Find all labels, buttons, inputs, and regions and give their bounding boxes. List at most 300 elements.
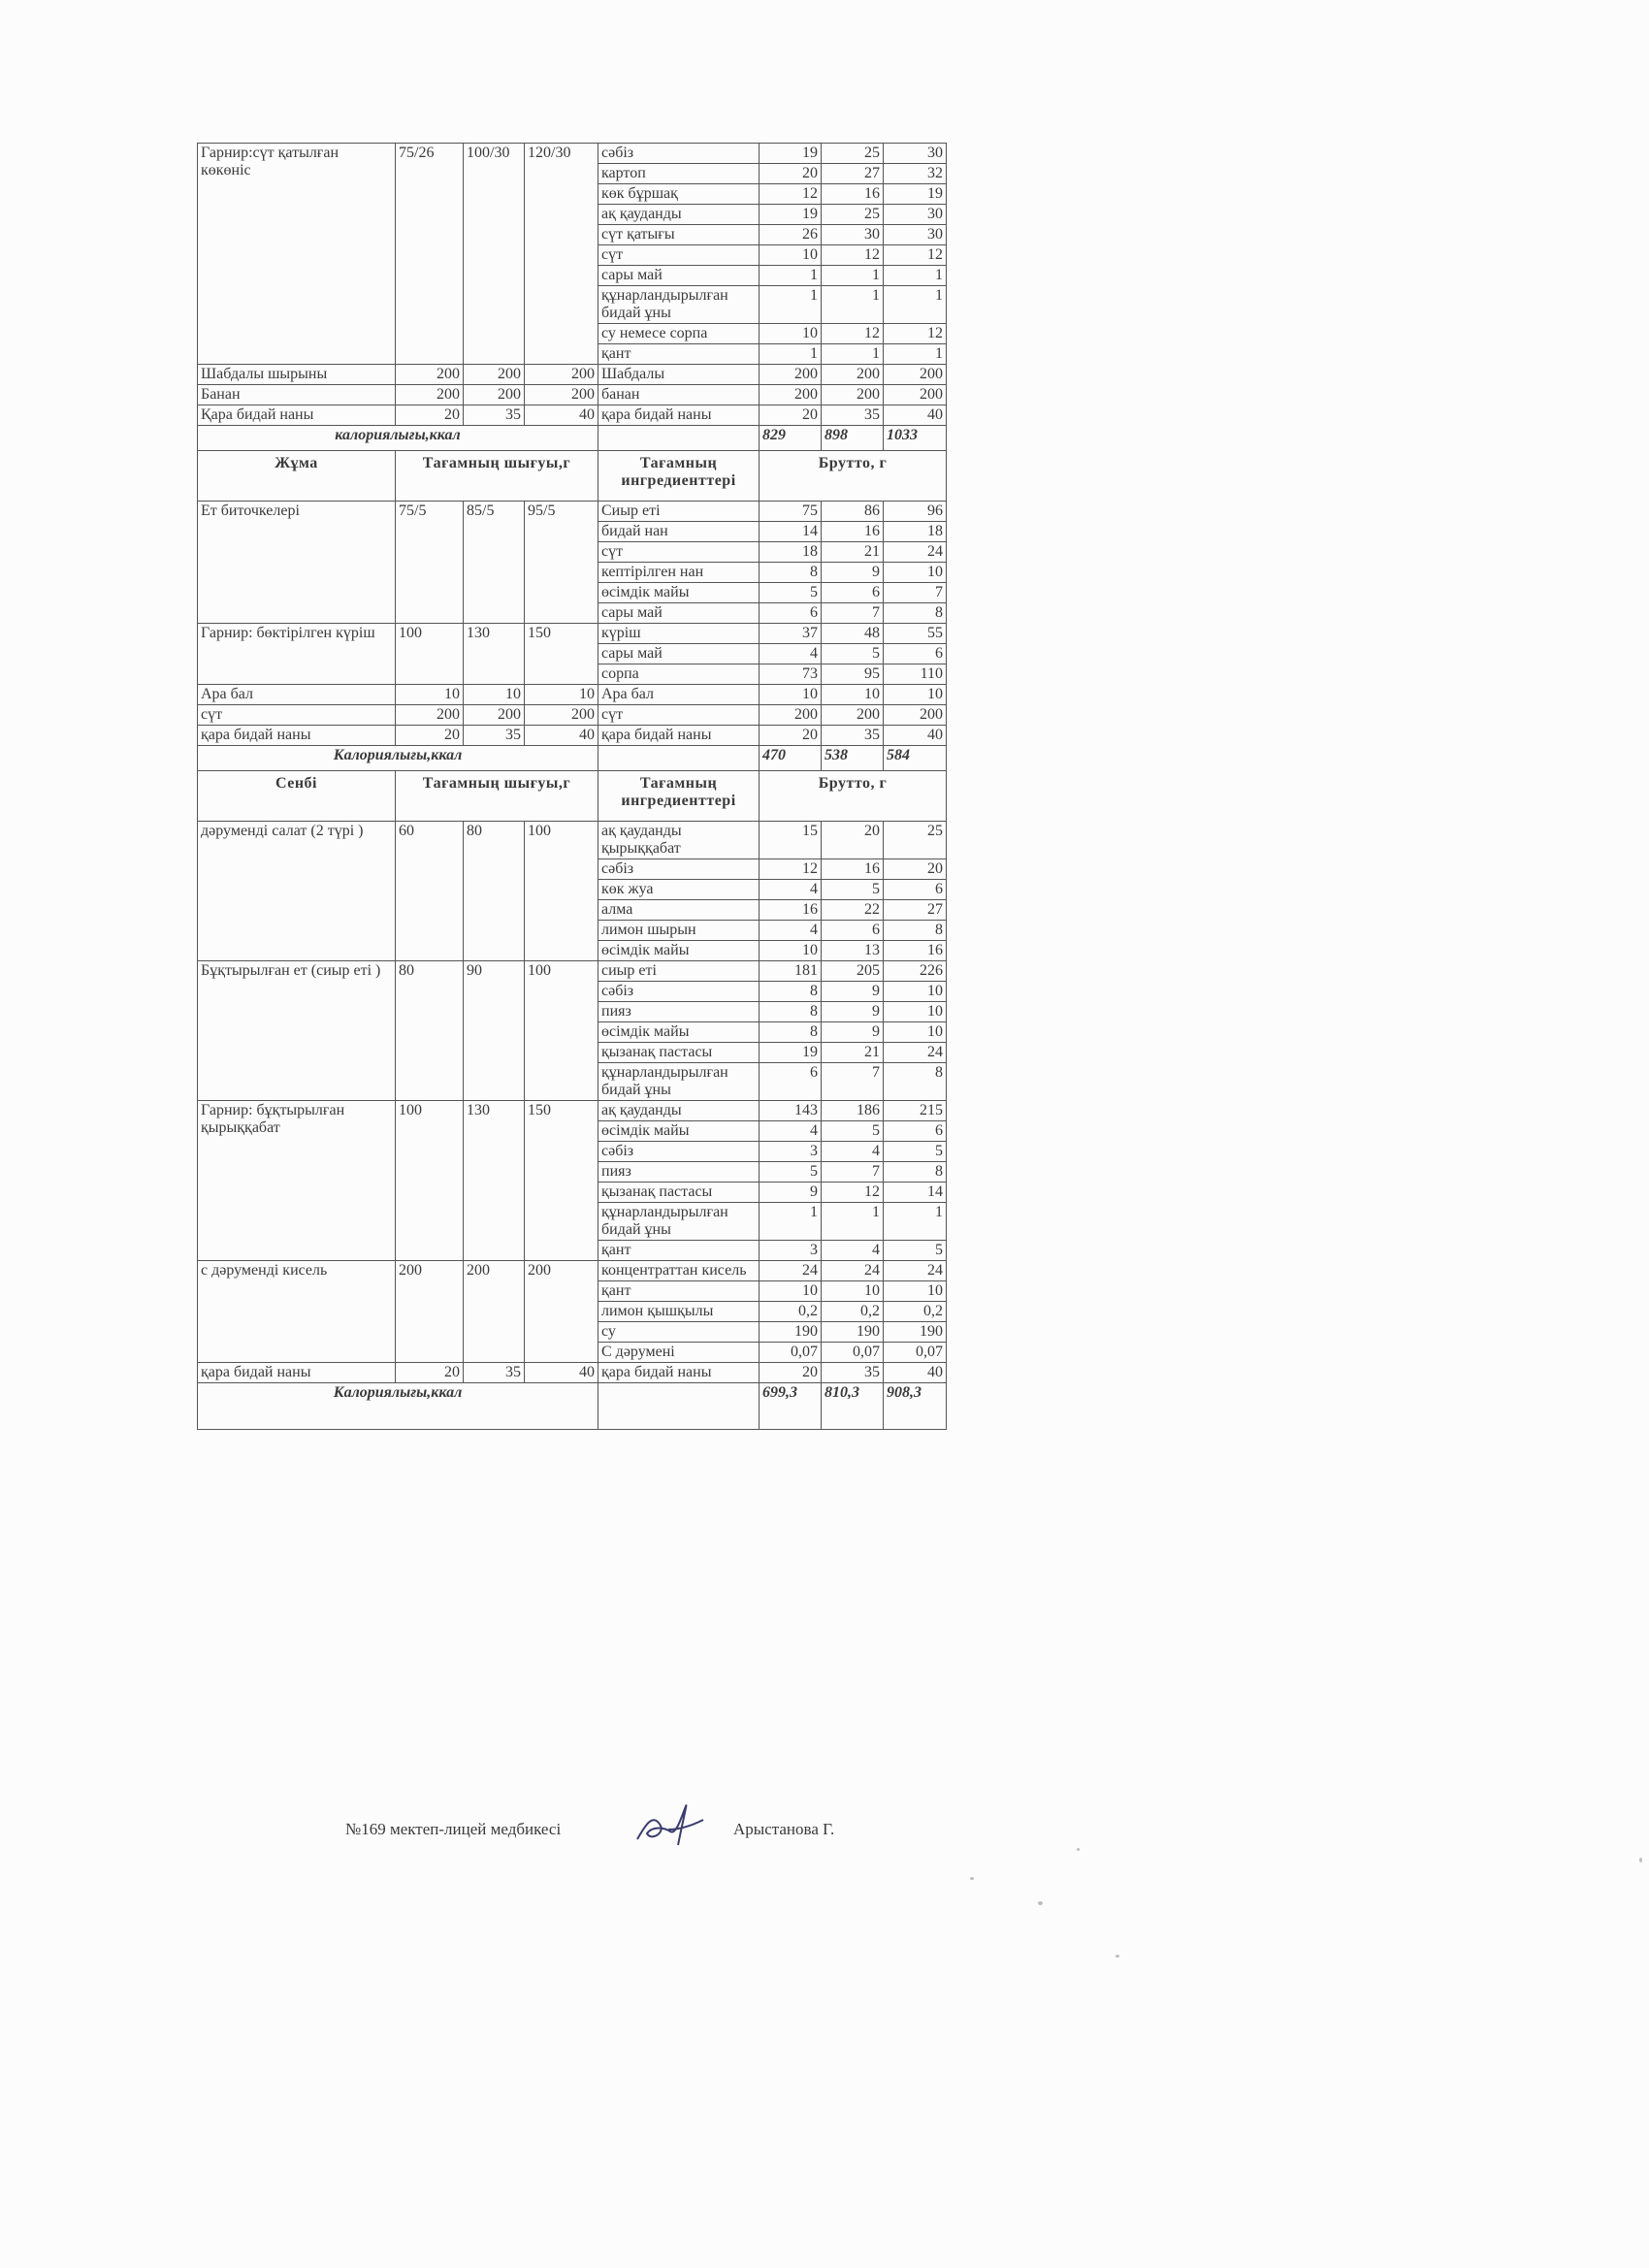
calorie-value: 829 xyxy=(760,426,822,451)
dish-portion: 40 xyxy=(525,405,598,426)
menu-table xyxy=(197,143,947,1430)
brutto-value: 20 xyxy=(760,164,822,184)
ingredient-name: сәбіз xyxy=(598,859,760,880)
ingredient-name: өсімдік майы xyxy=(598,1121,760,1142)
brutto-value: 10 xyxy=(760,1281,822,1302)
ingredient-name: күріш xyxy=(598,624,760,644)
calorie-value: 699,3 xyxy=(760,1383,822,1430)
ingredient-row xyxy=(198,726,947,746)
dish-name: Шабдалы шырыны xyxy=(198,365,396,385)
nurse-position: №169 мектеп-лицей медбикесі xyxy=(345,1820,562,1838)
ingredient-name: өсімдік майы xyxy=(598,1022,760,1043)
brutto-value: 7 xyxy=(822,1162,884,1183)
brutto-value: 200 xyxy=(760,365,822,385)
brutto-value: 5 xyxy=(822,880,884,900)
ingredient-name: сәбіз xyxy=(598,144,760,164)
brutto-value: 5 xyxy=(822,644,884,664)
brutto-value: 37 xyxy=(760,624,822,644)
dish-portion: 130 xyxy=(464,624,525,685)
brutto-value: 110 xyxy=(884,664,947,685)
brutto-value: 1 xyxy=(884,1203,947,1241)
dish-portion: 150 xyxy=(525,624,598,685)
ingredient-name: өсімдік майы xyxy=(598,583,760,603)
brutto-value: 10 xyxy=(884,685,947,705)
dish-portion: 200 xyxy=(396,365,464,385)
brutto-value: 10 xyxy=(884,563,947,583)
ingredient-name: қызанақ пастасы xyxy=(598,1043,760,1063)
ingredient-name: құнарландырылған бидай ұны xyxy=(598,1063,760,1101)
dish-portion: 200 xyxy=(464,1261,525,1363)
calorie-value: 810,3 xyxy=(822,1383,884,1430)
dish-portion: 80 xyxy=(396,961,464,1101)
ingredient-name: қара бидай наны xyxy=(598,726,760,746)
dish-name: Гарнир:сүт қатылған көкөніс xyxy=(198,144,396,365)
brutto-value: 5 xyxy=(822,1121,884,1142)
nurse-name: Арыстанова Г. xyxy=(733,1820,835,1838)
dish-portion: 20 xyxy=(396,405,464,426)
ingredient-name: бидай нан xyxy=(598,522,760,542)
dish-portion: 35 xyxy=(464,405,525,426)
brutto-value: 1 xyxy=(760,266,822,286)
brutto-value: 200 xyxy=(884,705,947,726)
brutto-value: 1 xyxy=(884,344,947,365)
brutto-value: 4 xyxy=(760,644,822,664)
ingredient-name: С дәрумені xyxy=(598,1343,760,1363)
brutto-value: 16 xyxy=(884,941,947,961)
brutto-value: 7 xyxy=(822,1063,884,1101)
brutto-value: 7 xyxy=(884,583,947,603)
ingredient-name: сүт xyxy=(598,705,760,726)
brutto-value: 200 xyxy=(760,705,822,726)
brutto-value: 4 xyxy=(760,921,822,941)
brutto-value: 75 xyxy=(760,502,822,522)
brutto-value: 27 xyxy=(884,900,947,921)
calorie-value: 538 xyxy=(822,746,884,771)
day-header-row xyxy=(198,451,947,502)
ingredients-header: Тағамның ингредиенттері xyxy=(598,451,760,502)
brutto-value: 4 xyxy=(822,1142,884,1162)
dish-portion: 200 xyxy=(464,705,525,726)
brutto-value: 10 xyxy=(884,1281,947,1302)
menu-table-sheet xyxy=(197,143,946,1430)
brutto-value: 0,07 xyxy=(884,1343,947,1363)
brutto-value: 14 xyxy=(760,522,822,542)
brutto-value: 20 xyxy=(760,405,822,426)
ingredient-name: су немесе сорпа xyxy=(598,324,760,344)
brutto-value: 190 xyxy=(884,1322,947,1343)
dish-portion: 35 xyxy=(464,1363,525,1383)
brutto-value: 6 xyxy=(884,880,947,900)
calorie-value: 1033 xyxy=(884,426,947,451)
portion-header: Тағамның шығуы,г xyxy=(396,771,598,822)
brutto-value: 20 xyxy=(884,859,947,880)
dish-portion: 95/5 xyxy=(525,502,598,624)
dish-name: с дәруменді кисель xyxy=(198,1261,396,1363)
dish-name: Гарнир: бұқтырылған қырыққабат xyxy=(198,1101,396,1261)
dish-portion: 40 xyxy=(525,1363,598,1383)
brutto-value: 0,2 xyxy=(760,1302,822,1322)
brutto-value: 16 xyxy=(822,522,884,542)
ingredient-name: қант xyxy=(598,1281,760,1302)
brutto-value: 30 xyxy=(822,225,884,245)
brutto-value: 12 xyxy=(822,245,884,266)
ingredient-name: сары май xyxy=(598,603,760,624)
calorie-label: калориялығы,ккал xyxy=(198,426,598,451)
portion-header: Тағамның шығуы,г xyxy=(396,451,598,502)
brutto-value: 12 xyxy=(884,245,947,266)
dish-portion: 130 xyxy=(464,1101,525,1261)
brutto-value: 30 xyxy=(884,205,947,225)
brutto-value: 10 xyxy=(760,941,822,961)
brutto-value: 24 xyxy=(760,1261,822,1281)
brutto-value: 205 xyxy=(822,961,884,982)
brutto-value: 143 xyxy=(760,1101,822,1121)
ingredient-name: кептірілген нан xyxy=(598,563,760,583)
ingredient-name: қара бидай наны xyxy=(598,405,760,426)
brutto-value: 1 xyxy=(884,286,947,324)
ingredient-name: сәбіз xyxy=(598,982,760,1002)
calorie-label: Калориялығы,ккал xyxy=(198,1383,598,1430)
brutto-value: 4 xyxy=(760,880,822,900)
ingredient-name: ақ қауданды xyxy=(598,205,760,225)
ingredient-row xyxy=(198,502,947,522)
dish-name: Бұқтырылған ет (сиыр еті ) xyxy=(198,961,396,1101)
ingredient-row xyxy=(198,961,947,982)
brutto-value: 1 xyxy=(822,286,884,324)
calorie-spacer xyxy=(598,426,760,451)
brutto-value: 8 xyxy=(760,1022,822,1043)
brutto-value: 10 xyxy=(822,1281,884,1302)
dish-portion: 100 xyxy=(525,961,598,1101)
handwritten-signature xyxy=(631,1797,709,1855)
calorie-row xyxy=(198,1383,947,1430)
brutto-value: 27 xyxy=(822,164,884,184)
brutto-value: 6 xyxy=(760,1063,822,1101)
brutto-value: 5 xyxy=(884,1241,947,1261)
brutto-value: 16 xyxy=(760,900,822,921)
dish-name: Ет биточкелері xyxy=(198,502,396,624)
brutto-value: 8 xyxy=(884,1162,947,1183)
dish-portion: 200 xyxy=(396,705,464,726)
dish-portion: 90 xyxy=(464,961,525,1101)
ingredient-name: көк жуа xyxy=(598,880,760,900)
brutto-value: 5 xyxy=(760,1162,822,1183)
brutto-value: 25 xyxy=(884,822,947,859)
brutto-value: 226 xyxy=(884,961,947,982)
brutto-value: 6 xyxy=(884,1121,947,1142)
ingredient-name: лимон қышқылы xyxy=(598,1302,760,1322)
brutto-value: 0,2 xyxy=(884,1302,947,1322)
ingredient-name: сүт қатығы xyxy=(598,225,760,245)
brutto-value: 1 xyxy=(760,344,822,365)
dish-name: Банан xyxy=(198,385,396,405)
brutto-value: 35 xyxy=(822,726,884,746)
brutto-value: 3 xyxy=(760,1241,822,1261)
brutto-value: 4 xyxy=(822,1241,884,1261)
dish-name: дәруменді салат (2 түрі ) xyxy=(198,822,396,961)
brutto-value: 35 xyxy=(822,1363,884,1383)
dish-portion: 35 xyxy=(464,726,525,746)
brutto-value: 16 xyxy=(822,859,884,880)
brutto-value: 200 xyxy=(822,365,884,385)
ingredient-row xyxy=(198,405,947,426)
ingredient-row xyxy=(198,705,947,726)
dish-portion: 40 xyxy=(525,726,598,746)
brutto-value: 21 xyxy=(822,1043,884,1063)
ingredient-name: банан xyxy=(598,385,760,405)
brutto-value: 30 xyxy=(884,225,947,245)
calorie-value: 908,3 xyxy=(884,1383,947,1430)
brutto-value: 8 xyxy=(884,921,947,941)
ingredient-row xyxy=(198,144,947,164)
brutto-value: 21 xyxy=(822,542,884,563)
brutto-value: 15 xyxy=(760,822,822,859)
dish-portion: 80 xyxy=(464,822,525,961)
dish-portion: 200 xyxy=(396,385,464,405)
ingredient-name: пияз xyxy=(598,1002,760,1022)
brutto-value: 3 xyxy=(760,1142,822,1162)
brutto-value: 30 xyxy=(884,144,947,164)
dish-portion: 120/30 xyxy=(525,144,598,365)
brutto-value: 190 xyxy=(822,1322,884,1343)
brutto-value: 6 xyxy=(884,644,947,664)
brutto-value: 18 xyxy=(760,542,822,563)
dish-portion: 75/26 xyxy=(396,144,464,365)
brutto-value: 10 xyxy=(884,982,947,1002)
ingredient-name: қант xyxy=(598,344,760,365)
brutto-value: 19 xyxy=(884,184,947,205)
ingredient-row xyxy=(198,385,947,405)
ingredient-name: Ара бал xyxy=(598,685,760,705)
brutto-value: 9 xyxy=(822,563,884,583)
brutto-value: 9 xyxy=(822,982,884,1002)
brutto-value: 32 xyxy=(884,164,947,184)
brutto-value: 9 xyxy=(822,1022,884,1043)
brutto-value: 14 xyxy=(884,1183,947,1203)
ingredient-name: қара бидай наны xyxy=(598,1363,760,1383)
ingredient-row xyxy=(198,822,947,859)
ingredient-row xyxy=(198,685,947,705)
ingredient-name: құнарландырылған бидай ұны xyxy=(598,286,760,324)
brutto-value: 20 xyxy=(760,1363,822,1383)
ingredient-name: сүт xyxy=(598,245,760,266)
calorie-value: 470 xyxy=(760,746,822,771)
ingredient-name: сары май xyxy=(598,266,760,286)
brutto-value: 35 xyxy=(822,405,884,426)
brutto-value: 12 xyxy=(822,1183,884,1203)
brutto-value: 25 xyxy=(822,144,884,164)
calorie-row xyxy=(198,426,947,451)
ingredient-name: ақ қауданды қырыққабат xyxy=(598,822,760,859)
brutto-value: 1 xyxy=(760,1203,822,1241)
dish-portion: 75/5 xyxy=(396,502,464,624)
brutto-value: 26 xyxy=(760,225,822,245)
brutto-value: 24 xyxy=(884,1043,947,1063)
brutto-value: 200 xyxy=(884,365,947,385)
brutto-value: 10 xyxy=(760,324,822,344)
ingredient-row xyxy=(198,1261,947,1281)
brutto-value: 5 xyxy=(884,1142,947,1162)
brutto-value: 5 xyxy=(760,583,822,603)
brutto-value: 73 xyxy=(760,664,822,685)
ingredient-name: концентраттан кисель xyxy=(598,1261,760,1281)
brutto-value: 9 xyxy=(822,1002,884,1022)
brutto-value: 10 xyxy=(760,245,822,266)
ingredient-name: Сиыр еті xyxy=(598,502,760,522)
brutto-value: 1 xyxy=(822,266,884,286)
brutto-value: 10 xyxy=(760,685,822,705)
brutto-value: 181 xyxy=(760,961,822,982)
day-name: Жұма xyxy=(198,451,396,502)
ingredient-name: алма xyxy=(598,900,760,921)
brutto-value: 24 xyxy=(822,1261,884,1281)
ingredients-header: Тағамның ингредиенттері xyxy=(598,771,760,822)
brutto-value: 200 xyxy=(760,385,822,405)
ingredient-row xyxy=(198,1101,947,1121)
brutto-value: 40 xyxy=(884,726,947,746)
day-name: Сенбі xyxy=(198,771,396,822)
brutto-value: 1 xyxy=(822,344,884,365)
brutto-value: 0,07 xyxy=(760,1343,822,1363)
dish-portion: 200 xyxy=(464,365,525,385)
brutto-value: 200 xyxy=(884,385,947,405)
brutto-value: 24 xyxy=(884,542,947,563)
dish-portion: 100 xyxy=(525,822,598,961)
brutto-value: 12 xyxy=(884,324,947,344)
ingredient-name: су xyxy=(598,1322,760,1343)
ingredient-name: картоп xyxy=(598,164,760,184)
brutto-value: 10 xyxy=(884,1002,947,1022)
brutto-value: 9 xyxy=(760,1183,822,1203)
dish-portion: 100/30 xyxy=(464,144,525,365)
ingredient-row xyxy=(198,365,947,385)
ingredient-name: сорпа xyxy=(598,664,760,685)
brutto-value: 20 xyxy=(822,822,884,859)
dish-name: Қара бидай наны xyxy=(198,405,396,426)
brutto-value: 95 xyxy=(822,664,884,685)
brutto-value: 96 xyxy=(884,502,947,522)
brutto-value: 24 xyxy=(884,1261,947,1281)
brutto-value: 10 xyxy=(884,1022,947,1043)
dish-portion: 100 xyxy=(396,624,464,685)
brutto-value: 12 xyxy=(760,859,822,880)
brutto-value: 12 xyxy=(822,324,884,344)
ingredient-row xyxy=(198,624,947,644)
dish-portion: 20 xyxy=(396,1363,464,1383)
dish-portion: 200 xyxy=(525,385,598,405)
brutto-value: 22 xyxy=(822,900,884,921)
calorie-spacer xyxy=(598,746,760,771)
brutto-value: 25 xyxy=(822,205,884,225)
ingredient-name: лимон шырын xyxy=(598,921,760,941)
ingredient-name: Шабдалы xyxy=(598,365,760,385)
brutto-value: 8 xyxy=(760,1002,822,1022)
brutto-value: 200 xyxy=(822,705,884,726)
ingredient-name: өсімдік майы xyxy=(598,941,760,961)
ingredient-name: сүт xyxy=(598,542,760,563)
dish-portion: 60 xyxy=(396,822,464,961)
ingredient-name: қант xyxy=(598,1241,760,1261)
brutto-value: 215 xyxy=(884,1101,947,1121)
brutto-value: 4 xyxy=(760,1121,822,1142)
brutto-value: 190 xyxy=(760,1322,822,1343)
brutto-value: 8 xyxy=(760,982,822,1002)
brutto-value: 8 xyxy=(760,563,822,583)
dish-name: Гарнир: бөктірілген күріш xyxy=(198,624,396,685)
dish-portion: 150 xyxy=(525,1101,598,1261)
ingredient-name: қызанақ пастасы xyxy=(598,1183,760,1203)
dish-name: қара бидай наны xyxy=(198,726,396,746)
ingredient-name: құнарландырылған бидай ұны xyxy=(598,1203,760,1241)
calorie-label: Калориялығы,ккал xyxy=(198,746,598,771)
brutto-value: 10 xyxy=(822,685,884,705)
calorie-value: 584 xyxy=(884,746,947,771)
dish-portion: 10 xyxy=(525,685,598,705)
dish-portion: 10 xyxy=(396,685,464,705)
brutto-value: 0,2 xyxy=(822,1302,884,1322)
dish-portion: 85/5 xyxy=(464,502,525,624)
dish-name: қара бидай наны xyxy=(198,1363,396,1383)
dish-portion: 10 xyxy=(464,685,525,705)
brutto-value: 8 xyxy=(884,1063,947,1101)
brutto-value: 40 xyxy=(884,1363,947,1383)
ingredient-name: сары май xyxy=(598,644,760,664)
dish-portion: 200 xyxy=(525,705,598,726)
brutto-value: 13 xyxy=(822,941,884,961)
calorie-row xyxy=(198,746,947,771)
brutto-value: 19 xyxy=(760,205,822,225)
brutto-value: 20 xyxy=(760,726,822,746)
brutto-value: 6 xyxy=(760,603,822,624)
ingredient-name: көк бұршақ xyxy=(598,184,760,205)
brutto-value: 19 xyxy=(760,144,822,164)
calorie-value: 898 xyxy=(822,426,884,451)
dish-portion: 200 xyxy=(464,385,525,405)
dish-portion: 100 xyxy=(396,1101,464,1261)
brutto-value: 8 xyxy=(884,603,947,624)
dish-portion: 20 xyxy=(396,726,464,746)
day-header-row xyxy=(198,771,947,822)
brutto-value: 1 xyxy=(760,286,822,324)
brutto-value: 12 xyxy=(760,184,822,205)
signature-footer xyxy=(345,1810,889,1878)
brutto-value: 186 xyxy=(822,1101,884,1121)
ingredient-name: сәбіз xyxy=(598,1142,760,1162)
dish-portion: 200 xyxy=(525,1261,598,1363)
brutto-value: 6 xyxy=(822,921,884,941)
dish-name: сүт xyxy=(198,705,396,726)
brutto-value: 200 xyxy=(822,385,884,405)
brutto-header: Брутто, г xyxy=(760,451,947,502)
brutto-value: 16 xyxy=(822,184,884,205)
ingredient-name: пияз xyxy=(598,1162,760,1183)
brutto-value: 86 xyxy=(822,502,884,522)
brutto-value: 0,07 xyxy=(822,1343,884,1363)
dish-portion: 200 xyxy=(525,365,598,385)
dish-portion: 200 xyxy=(396,1261,464,1363)
brutto-value: 19 xyxy=(760,1043,822,1063)
brutto-value: 1 xyxy=(822,1203,884,1241)
brutto-value: 7 xyxy=(822,603,884,624)
brutto-header: Брутто, г xyxy=(760,771,947,822)
brutto-value: 40 xyxy=(884,405,947,426)
ingredient-name: ақ қауданды xyxy=(598,1101,760,1121)
ingredient-name: сиыр еті xyxy=(598,961,760,982)
calorie-spacer xyxy=(598,1383,760,1430)
ingredient-row xyxy=(198,1363,947,1383)
brutto-value: 18 xyxy=(884,522,947,542)
brutto-value: 48 xyxy=(822,624,884,644)
